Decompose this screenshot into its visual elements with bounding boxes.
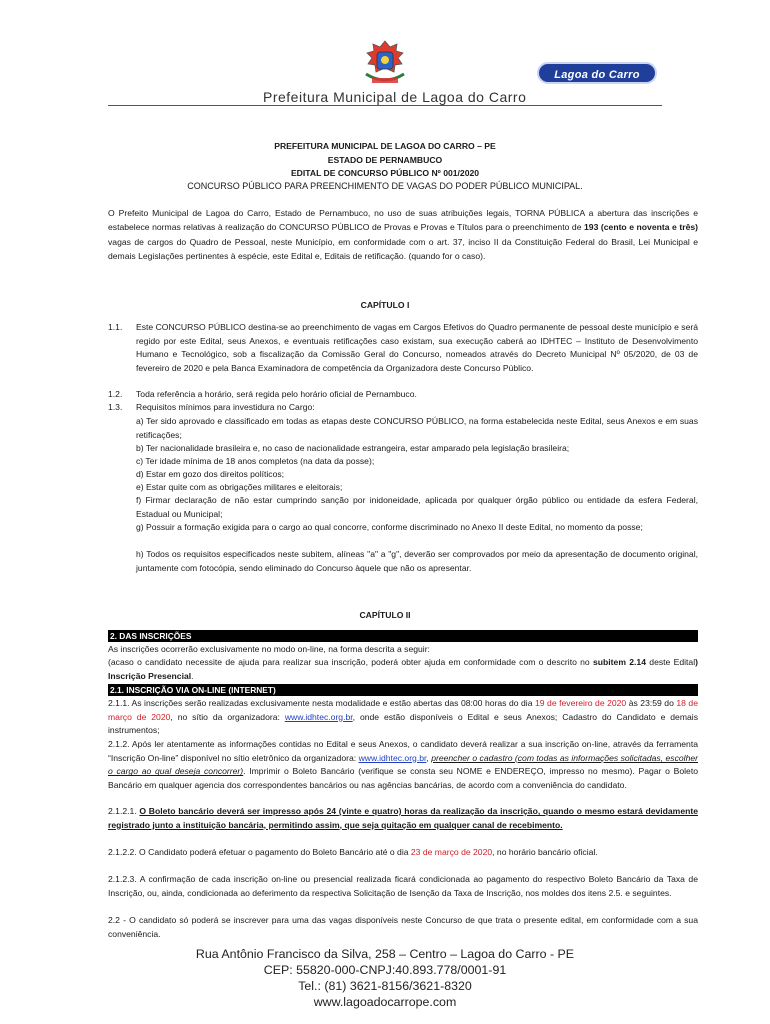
inscricoes-help: (acaso o candidato necessite de ajuda para realizar sua inscrição, poderá obter ajuda em conformidade com o descrito no subitem 2.14 deste Edital) Inscrição Presencial. [108,657,698,681]
section-2-1-2: 2.1.2. Após ler atentamente as informações contidas no Edital e seus Anexos, o candidato deverá realizar a sua inscrição on-line, através da ferramenta “Inscrição On-line” disponível no sítio eletrônico da organizadora: www.idhtec.org.br, preencher o cadastro (com todas as informações solicitadas, escolher o cargo ao qual deseja concorrer). Imprimir o Boleto Bancário (verifique se consta seu NOME e ENDEREÇO, impresso no mesmo). Pagar o Boleto Bancário em qualquer agencia dos correspondentes bancários ou nas agências bancárias, de acordo com a conveniência do candidato. [108,739,698,791]
heading-concurso: CONCURSO PÚBLICO PARA PREENCHIMENTO DE VAGAS DO PODER PÚBLICO MUNICIPAL. [187,181,583,191]
idhtec-link-2[interactable]: www.idhtec.org.br [358,752,427,763]
requirement-h: h) Todos os requisitos especificados neste subitem, alíneas "a" a "g", deverão ser comprovados por meio da apresentação de documento original, juntamente com fotocópia, sendo eliminado do Concurso àquele que não os apresentar. [136,549,698,573]
requirement-a: a) Ter sido aprovado e classificado em todas as etapas deste CONCURSO PÚBLICO, na forma estabelecida neste Edital, seus Anexos e em suas retificações; [136,416,698,440]
idhtec-link[interactable]: www.idhtec.org.br [284,711,353,722]
chapter-2-title: CAPÍTULO II [359,610,411,620]
item-1-3: 1.3. Requisitos mínimos para investidura no Cargo: [108,402,315,412]
item-1-2: 1.2. Toda referência a horário, será regida pelo horário oficial de Pernambuco. [108,389,417,399]
inscricoes-intro: As inscrições ocorrerão exclusivamente no modo on-line, na forma descrita a seguir: [108,644,430,654]
header-divider [108,105,662,106]
section-2-1-1: 2.1.1. As inscrições serão realizadas exclusivamente nesta modalidade e estão abertas das 08:00 horas do dia 19 de fevereiro de 2020 às 23:59 do 18 de março de 2020, no sítio da organizadora: www.idhtec.org.br, onde estão disponíveis o Edital e seus Anexos; Cadastro do Candidato e demais instrumentos; [108,698,698,736]
section-2-1-2-2: 2.1.2.2. O Candidato poderá efetuar o pagamento do Boleto Bancário até o dia 23 de março de 2020, no horário bancário oficial. [108,847,598,857]
footer-cep: CEP: 55820-000-CNPJ:40.893.778/0001-91 [263,963,507,977]
requirement-g: g) Possuir a formação exigida para o cargo ao qual concorre, conforme discriminado no Anexo II deste Edital, no momento da posse; [136,522,643,532]
chapter-1-title: CAPÍTULO I [360,300,410,310]
section-2-1-2-3: 2.1.2.3. A confirmação de cada inscrição on-line ou presencial realizada ficará condicionada ao pagamento do respectivo Boleto Bancário da Taxa de Inscrição, ou, ainda, condicionada ao deferimento da respectiva Solicitação de Isenção da Taxa de Inscrição, nos moldes dos itens 2.5. e seguintes. [108,874,698,898]
section-2-2: 2.2 - O candidato só poderá se inscrever para uma das vagas disponíveis neste Concurso de que trata o presente edital, em conformidade com a sua conveniência. [108,915,698,939]
prefeitura-title: Prefeitura Municipal de Lagoa do Carro [263,89,527,105]
section-bar-inscricao-online: 2.1. INSCRIÇÃO VIA ON-LINE (INTERNET) [108,684,698,696]
lagoa-do-carro-logo: Lagoa do Carro [537,62,657,84]
footer-phone: Tel.: (81) 3621-8156/3621-8320 [298,979,472,993]
heading-estado: ESTADO DE PERNAMBUCO [327,155,443,165]
item-1-1: 1.1. Este CONCURSO PÚBLICO destina-se ao preenchimento de vagas em Cargos Efetivos do Quadro permanente de pessoal deste município e será regido por este Edital, seus Anexos, e eventuais retificações caso existam, sua execução caberá ao IDHTEC – Instituto de Desenvolvimento Humano e Tecnológico, sob a fiscalização da Comissão Geral do Concurso, nomeados através do Decreto Municipal Nº 05/2020, de 03 de fevereiro de 2020 e pela Banca Examinadora de competência da Organizadora deste Concurso Público. [108,322,698,373]
intro-paragraph: O Prefeito Municipal de Lagoa do Carro, Estado de Pernambuco, no uso de suas atribuições legais, TORNA PÚBLICA a abertura das inscrições e estabelece normas relativas à realização do CONCURSO PÚBLICO de Provas e Provas e Títulos para o preenchimento de 193 (cento e noventa e três) vagas de cargos do Quadro de Pessoal, neste Município, em conformidade com o art. 37, inciso II da Constituição Federal do Brasil, Lei Municipal e demais Legislações pertinentes à espécie, este Edital e, Editais de retificação. (quando for o caso). [108,208,698,261]
municipal-crest-icon [362,38,408,88]
requirement-f: f) Firmar declaração de não estar cumprindo sanção por inidoneidade, aplicada por qualquer órgão público ou entidade da esfera Federal, Estadual ou Municipal; [136,495,698,519]
footer-website[interactable]: www.lagoadocarrope.com [313,995,457,1009]
requirement-d: d) Estar em gozo dos direitos políticos; [136,469,285,479]
requirement-b: b) Ter nacionalidade brasileira e, no caso de nacionalidade estrangeira, estar amparado pela legislação brasileira; [136,443,570,453]
requirement-c: c) Ter idade mínima de 18 anos completos (na data da posse); [136,456,375,466]
footer-address: Rua Antônio Francisco da Silva, 258 – Centro – Lagoa do Carro - PE [195,947,575,961]
heading-prefeitura: PREFEITURA MUNICIPAL DE LAGOA DO CARRO – PE [274,141,496,151]
section-bar-inscricoes: 2. DAS INSCRIÇÕES [108,630,698,642]
requirement-e: e) Estar quite com as obrigações militares e eleitorais; [136,482,343,492]
heading-edital: EDITAL DE CONCURSO PÚBLICO Nº 001/2020 [290,168,480,178]
section-2-1-2-1: 2.1.2.1. O Boleto bancário deverá ser impresso após 24 (vinte e quatro) horas da realização da inscrição, quando o mesmo estará devidamente registrado junto a instituição bancária, permitindo assim, que seja quitação em qualquer canal de recebimento. [108,806,698,830]
